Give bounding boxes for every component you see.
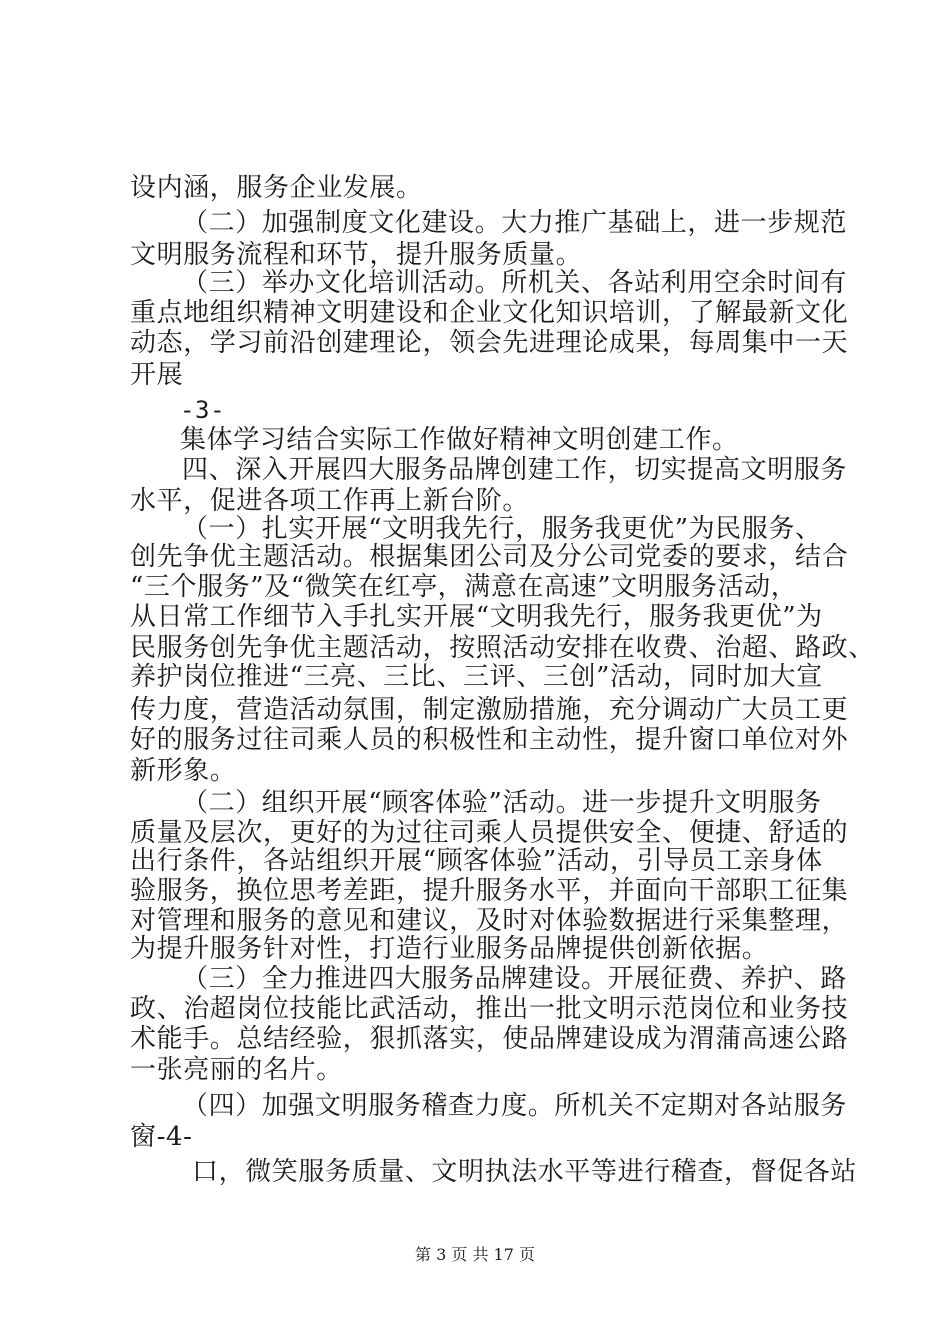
text-line: 设内涵，服务企业发展。 (130, 173, 423, 203)
text-line: 开展 (130, 360, 184, 390)
text-line: 口，微笑服务质量、文明执法水平等进行稽查，督促各站 (192, 1157, 858, 1187)
text-line: （二）组织开展“顾客体验”活动。进一步提升文明服务 (182, 788, 822, 818)
text-line: 水平，促进各项工作再上新台阶。 (130, 486, 530, 516)
text-line: 窗-4- (130, 1122, 193, 1152)
text-line: 验服务，换位思考差距，提升服务水平，并面向干部职工征集 (130, 876, 849, 906)
text-line: 政、治超岗位技能比武活动，推出一批文明示范岗位和业务技 (130, 994, 849, 1024)
text-line: （三）举办文化培训活动。所机关、各站利用空余时间有 (182, 268, 848, 298)
text-line: （三）全力推进四大服务品牌建设。开展征费、养护、路 (182, 964, 848, 994)
text-line: （四）加强文明服务稽查力度。所机关不定期对各站服务 (182, 1091, 848, 1121)
text-line: 对管理和服务的意见和建议，及时对体验数据进行采集整理， (130, 906, 849, 936)
text-line: （二）加强制度文化建设。大力推广基础上，进一步规范 (182, 208, 848, 238)
text-line: 创先争优主题活动。根据集团公司及分公司党委的要求，结合 (130, 542, 849, 572)
text-line: 出行条件，各站组织开展“顾客体验”活动，引导员工亲身体 (130, 846, 823, 876)
text-line: 集体学习结合实际工作做好精神文明创建工作。 (180, 425, 739, 455)
text-line: 为提升服务针对性，打造行业服务品牌提供创新依据。 (130, 934, 769, 964)
text-line: 术能手。总结经验，狠抓落实，使品牌建设成为渭蒲高速公路 (130, 1024, 849, 1054)
text-line: 养护岗位推进“三亮、三比、三评、三创”活动，同时加大宣 (130, 662, 823, 692)
text-line: 民服务创先争优主题活动，按照活动安排在收费、治超、路政、 (130, 633, 875, 663)
text-line: 一张亮丽的名片。 (130, 1055, 343, 1085)
text-line: 文明服务流程和环节，提升服务质量。 (130, 240, 583, 270)
text-line: 传力度，营造活动氛围，制定激励措施，充分调动广大员工更 (130, 695, 849, 725)
text-line: 好的服务过往司乘人员的积极性和主动性，提升窗口单位对外 (130, 725, 849, 755)
text-line: 重点地组织精神文明建设和企业文化知识培训，了解最新文化 (130, 298, 849, 328)
text-line: 质量及层次，更好的为过往司乘人员提供安全、便捷、舒适的 (130, 818, 849, 848)
text-line: 从日常工作细节入手扎实开展“文明我先行，服务我更优”为 (130, 602, 823, 632)
text-line: （一）扎实开展“文明我先行，服务我更优”为民服务、 (182, 514, 822, 544)
page-number-footer: 第 3 页 共 17 页 (415, 1245, 535, 1264)
text-line: 四、深入开展四大服务品牌创建工作，切实提高文明服务 (182, 455, 848, 485)
text-line: “三个服务”及“微笑在红亭，满意在高速”文明服务活动， (130, 572, 798, 602)
page-marker: -3- (180, 396, 226, 424)
text-line: 新形象。 (130, 756, 237, 786)
text-line: 动态，学习前沿创建理论，领会先进理论成果，每周集中一天 (130, 328, 849, 358)
